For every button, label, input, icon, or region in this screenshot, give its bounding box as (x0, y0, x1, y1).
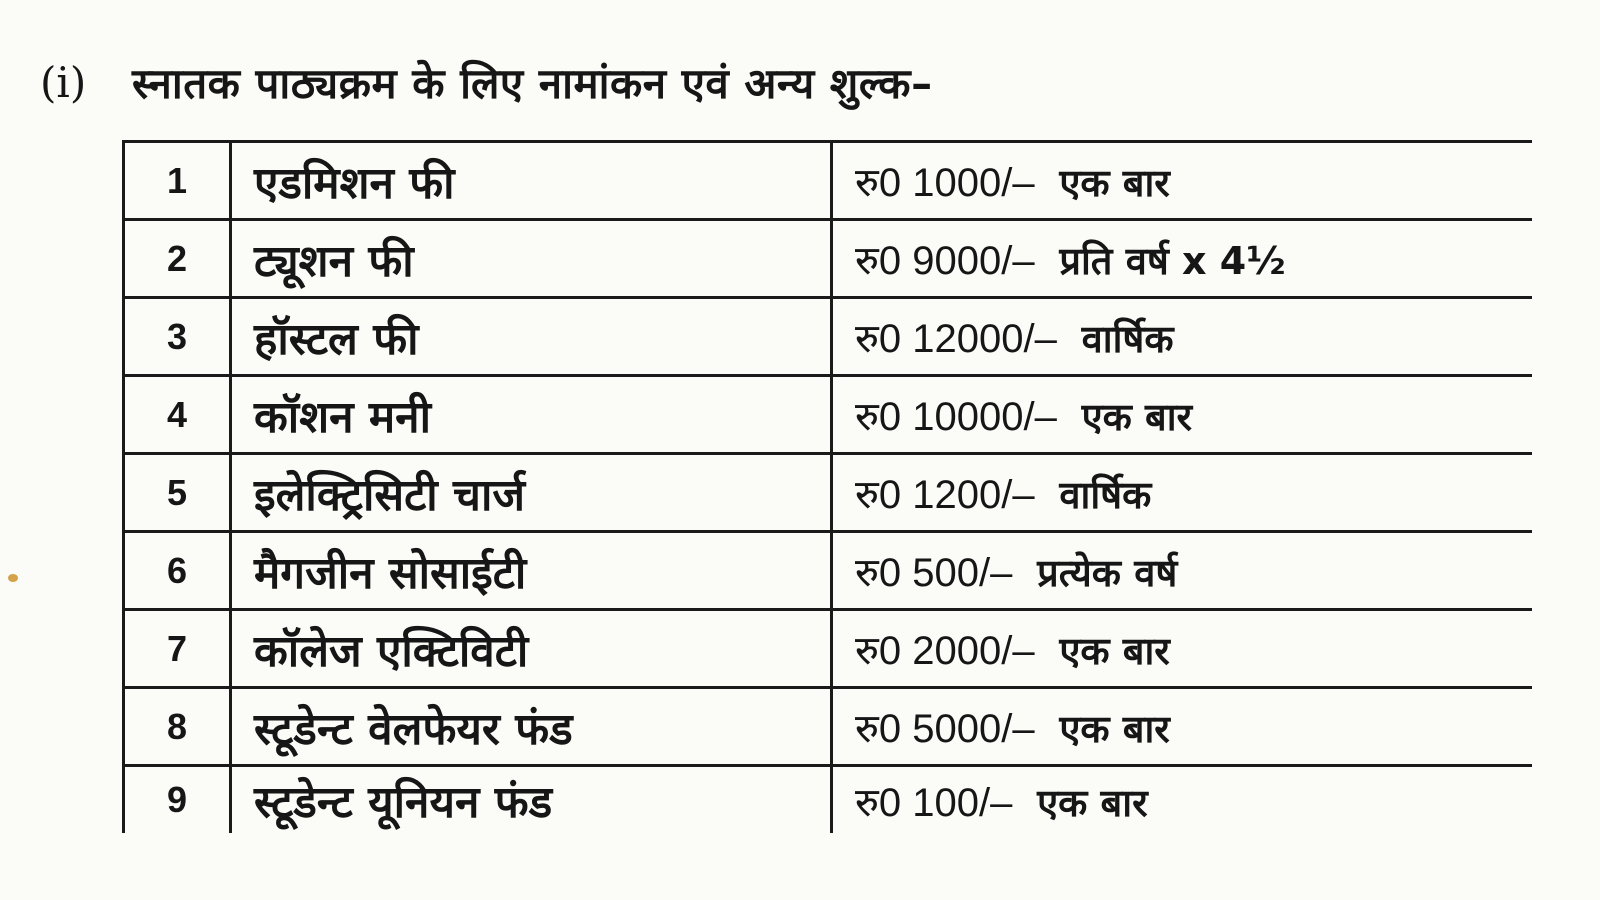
fee-amount-cell (832, 610, 1533, 688)
fee-item: मैगजीन सोसाईटी (231, 532, 832, 610)
serial-number: 5 (124, 454, 231, 532)
fee-amount-cell (832, 454, 1533, 532)
serial-number: 1 (124, 142, 231, 220)
fee-item: ट्यूशन फी (231, 220, 832, 298)
table-row (124, 142, 1533, 220)
table-row (124, 298, 1533, 376)
fee-frequency: एक बार (1081, 395, 1193, 439)
fee-frequency: एक बार (1059, 707, 1170, 751)
fee-item: स्टूडेन्ट यूनियन फंड (231, 766, 832, 834)
paper-speck (8, 574, 18, 582)
fee-frequency: प्रत्येक वर्ष (1037, 551, 1178, 595)
fee-table (122, 140, 1532, 833)
serial-number: 3 (124, 298, 231, 376)
fee-amount-cell (832, 532, 1533, 610)
fee-amount: रु0 10000/– (855, 395, 1057, 439)
table-row (124, 376, 1533, 454)
fee-item: कॉलेज एक्टिविटी (231, 610, 832, 688)
section-title: स्नातक पाठ्यक्रम के लिए नामांकन एवं अन्य शुल्क– (132, 58, 933, 108)
table-row (124, 766, 1533, 834)
fee-item: हॉस्टल फी (231, 298, 832, 376)
fee-item: स्टूडेन्ट वेलफेयर फंड (231, 688, 832, 766)
fee-amount: रु0 9000/– (855, 239, 1035, 283)
table-row (124, 688, 1533, 766)
fee-amount-cell (832, 298, 1533, 376)
section-marker: (i) (40, 57, 87, 107)
fee-amount: रु0 5000/– (855, 707, 1035, 751)
fee-amount-cell (832, 766, 1533, 834)
fee-item: इलेक्ट्रिसिटी चार्ज (231, 454, 832, 532)
serial-number: 4 (124, 376, 231, 454)
fee-frequency: वार्षिक (1081, 317, 1174, 361)
fee-amount: रु0 1000/– (855, 161, 1035, 205)
fee-amount-cell (832, 220, 1533, 298)
fee-amount-cell (832, 142, 1533, 220)
table-row (124, 610, 1533, 688)
fee-amount-cell (832, 688, 1533, 766)
serial-number: 8 (124, 688, 231, 766)
fee-amount-cell (832, 376, 1533, 454)
fee-frequency: वार्षिक (1059, 473, 1152, 517)
fee-amount: रु0 2000/– (855, 629, 1035, 673)
fee-item: कॉशन मनी (231, 376, 832, 454)
fee-item: एडमिशन फी (231, 142, 832, 220)
serial-number: 6 (124, 532, 231, 610)
fee-amount: रु0 12000/– (855, 317, 1057, 361)
serial-number: 2 (124, 220, 231, 298)
table-row (124, 220, 1533, 298)
fee-amount: रु0 500/– (855, 551, 1013, 595)
fee-amount: रु0 1200/– (855, 473, 1035, 517)
fee-frequency: प्रति वर्ष x 4½ (1059, 239, 1286, 283)
fee-frequency: एक बार (1059, 161, 1170, 205)
table-row (124, 532, 1533, 610)
fee-frequency: एक बार (1037, 780, 1148, 825)
fee-frequency: एक बार (1059, 629, 1170, 673)
section-heading (40, 42, 933, 122)
serial-number: 7 (124, 610, 231, 688)
table-row (124, 454, 1533, 532)
serial-number: 9 (124, 766, 231, 834)
fee-amount: रु0 100/– (855, 780, 1013, 825)
